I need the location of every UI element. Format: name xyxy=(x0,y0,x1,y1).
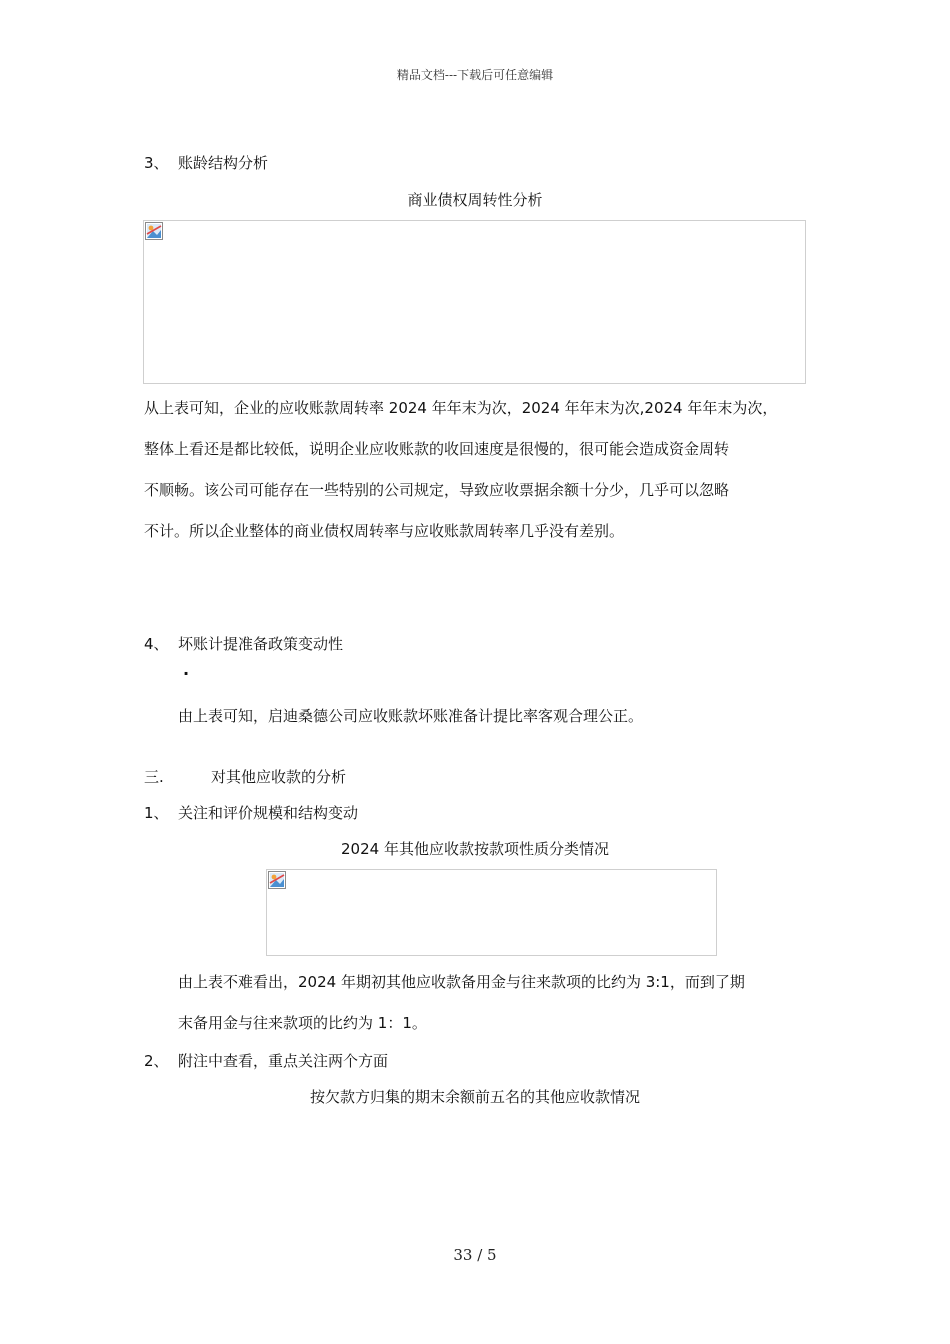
paragraph-line: 不计。所以企业整体的商业债权周转率与应收账款周转率几乎没有差别。 xyxy=(144,522,625,540)
section-3-title: 账龄结构分析 xyxy=(178,154,269,172)
item-2-title: 附注中查看，重点关注两个方面 xyxy=(178,1052,389,1070)
section-4-paragraph: 由上表可知，启迪桑德公司应收账款坏账准备计提比率客观合理公正。 xyxy=(178,707,644,725)
broken-image-icon xyxy=(268,871,286,889)
broken-image-icon xyxy=(145,222,163,240)
section-4-number: 4、 xyxy=(144,635,169,653)
bullet-dot: · xyxy=(183,664,190,683)
table-caption-other-receivables: 2024 年其他应收款按款项性质分类情况 xyxy=(341,840,609,858)
section-4-title: 坏账计提准备政策变动性 xyxy=(178,635,344,653)
page-header: 精品文档---下载后可任意编辑 xyxy=(396,68,554,82)
section-3-number: 3、 xyxy=(144,154,169,172)
paragraph-line: 末备用金与往来款项的比约为 1：1。 xyxy=(178,1014,427,1032)
table-caption-top-five: 按欠款方归集的期末余额前五名的其他应收款情况 xyxy=(309,1088,640,1106)
paragraph-line: 从上表可知，企业的应收账款周转率 2024 年年末为次，2024 年年末为次,2024 年年末为次， xyxy=(144,399,778,417)
paragraph-line: 整体上看还是都比较低，说明企业应收账款的收回速度是很慢的，很可能会造成资金周转 xyxy=(144,440,730,458)
page-number: 33 / 5 xyxy=(453,1246,497,1264)
paragraph-line: 由上表不难看出，2024 年期初其他应收款备用金与往来款项的比约为 3:1，而到了期 xyxy=(178,973,745,991)
item-1-title: 关注和评价规模和结构变动 xyxy=(178,804,359,822)
item-2-number: 2、 xyxy=(144,1052,169,1070)
table-caption-receivables-turnover: 商业债权周转性分析 xyxy=(407,191,543,209)
part-3-title: 对其他应收款的分析 xyxy=(211,768,347,786)
paragraph-line: 不顺畅。该公司可能存在一些特别的公司规定，导致应收票据余额十分少，几乎可以忽略 xyxy=(144,481,730,499)
part-3-number: 三. xyxy=(144,768,164,786)
item-1-paragraph xyxy=(178,962,818,1044)
section-3-paragraph xyxy=(144,388,820,552)
table-image-placeholder xyxy=(143,220,806,384)
item-1-number: 1、 xyxy=(144,804,169,822)
table-image-placeholder xyxy=(266,869,717,956)
